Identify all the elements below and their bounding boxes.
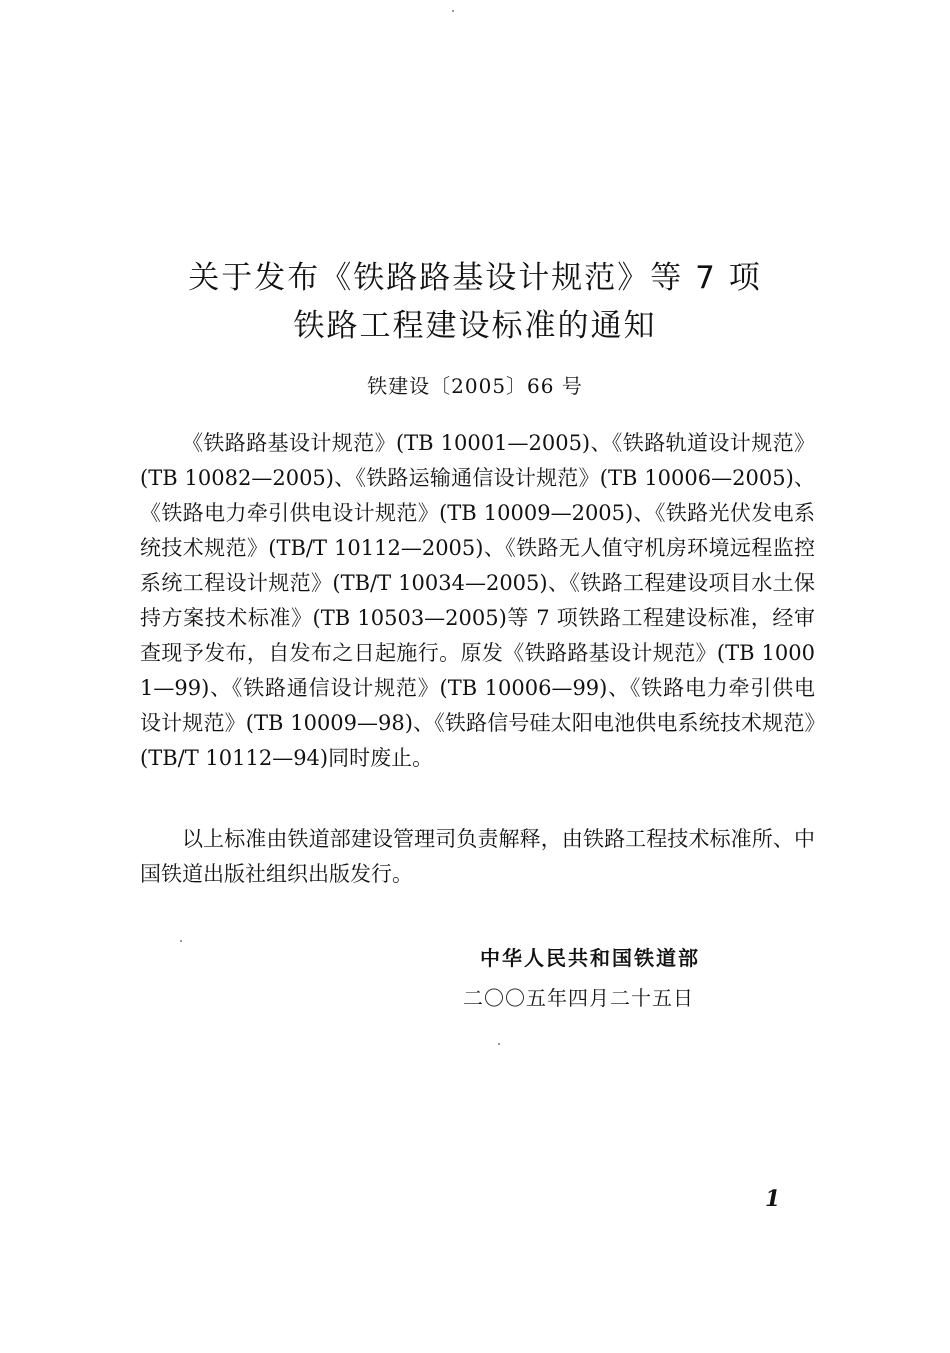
- body-paragraph-1: 《铁路路基设计规范》(TB 10001—2005)、《铁路轨道设计规范》(TB 10082—2005)、《铁路运输通信设计规范》(TB 10006—2005)、《铁路电力牵引供电设计规范》(TB 10009—2005)、《铁路光伏发电系统技术规范》(TB/T 10112—2005)、《铁路无人值守机房环境远程监控系统工程设计规范》(TB/T 10034—2005)、《铁路工程建设项目水土保持方案技术标准》(TB 10503—2005)等 7 项铁路工程建设标准，经审查现予发布，自发布之日起施行。原发《铁路路基设计规范》(TB 10001—99)、《铁路通信设计规范》(TB 10006—99)、《铁路电力牵引供电设计规范》(TB 10009—98)、《铁路信号硅太阳电池供电系统技术规范》(TB/T 10112—94)同时废止。: [140, 431, 815, 770]
- notice-title-line1: 关于发布《铁路路基设计规范》等 7 项: [188, 260, 762, 296]
- scan-speck: [452, 10, 454, 12]
- scan-speck: [180, 940, 182, 942]
- page-number: 1: [765, 1186, 781, 1212]
- body-paragraph-2: 以上标准由铁道部建设管理司负责解释，由铁路工程技术标准所、中国铁道出版社组织出版发行。: [140, 827, 815, 886]
- issuing-authority: 中华人民共和国铁道部: [480, 946, 700, 970]
- scan-speck: [498, 1043, 500, 1045]
- document-number: 铁建设〔2005〕66 号: [367, 374, 583, 398]
- notice-title-line2: 铁路工程建设标准的通知: [293, 308, 657, 344]
- issue-date: 二〇〇五年四月二十五日: [463, 986, 694, 1010]
